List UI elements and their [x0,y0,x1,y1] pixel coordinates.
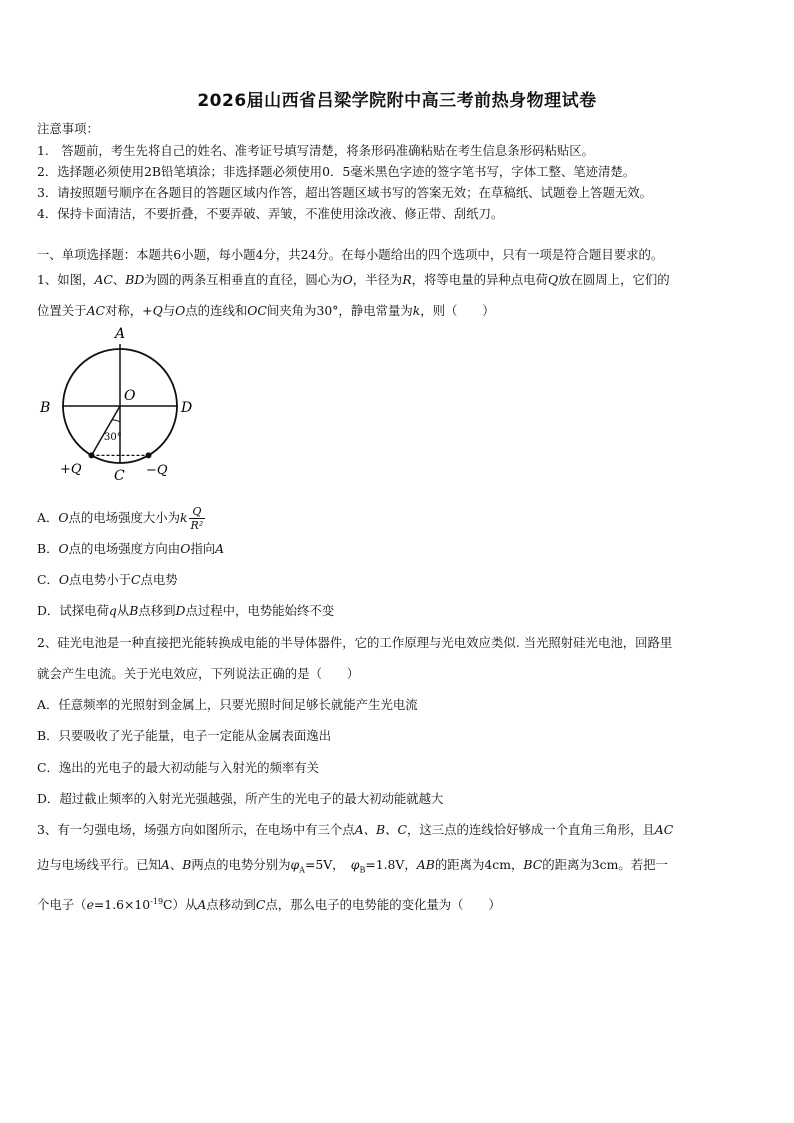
notes-heading: 注意事项： [37,121,99,136]
section-heading: 一、单项选择题：本题共6小题，每小题4分，共24分。在每小题给出的四个选项中，只有一项是符合题目要求的。 [37,247,664,262]
page-title: 2026届山西省吕梁学院附中高三考前热身物理试卷 [197,91,597,111]
label-minus-q: −Q [146,463,168,478]
q3-stem-line-2: 边与电场线平行。已知A、B两点的电势分别为$\varphi_A=5V$， $\varphi_B=1.8V$，AB的距离为4cm，BC的距离为3cm。若把一 [37,857,668,875]
circle-diagram [36,324,196,484]
q3-stem-line-1: 3、有一匀强电场，场强方向如图所示，在电场中有三个点A、B、C，这三点的连线恰好够成一个直角三角形，且AC [37,822,674,837]
label-a: A [115,326,126,342]
q1-option-d: D．试探电荷q从B点移到D点过程中，电势能始终不变 [37,603,335,618]
minus-q-charge [146,452,152,458]
q1-stem-line-2: 位置关于AC对称，+Q与O点的连线和OC间夹角为30°，静电常量为k，则（ ） [37,303,495,318]
notes-item-1: 1. 答题前，考生先将自己的姓名、准考证号填写清楚，将条形码准确粘贴在考生信息条形码粘贴区。 [37,143,595,158]
q3-stem-line-3: 个电子$(e=1.6\times 10^{-19}C)$从A点移动到C点，那么电子的电势能的变化量为（ ） [37,897,501,913]
q2-option-c: C．逸出的光电子的最大初动能与入射光的频率有关 [37,760,320,775]
q2-option-d: D．超过截止频率的入射光光强越强，所产生的光电子的最大初动能就越大 [37,791,444,806]
q1-circle-figure [36,324,196,484]
notes-item-4: 4．保持卡面清洁，不要折叠，不要弄破、弄皱，不准使用涂改液、修正带、刮纸刀。 [37,206,504,221]
plus-q-charge [89,452,95,458]
label-angle: 30° [104,432,122,443]
angle-arc [112,420,120,422]
label-c: C [114,468,125,484]
label-d: D [181,400,193,416]
q2-option-a: A．任意频率的光照射到金属上，只要光照时间足够长就能产生光电流 [37,697,418,712]
q2-stem-line-1: 2、硅光电池是一种直接把光能转换成电能的半导体器件，它的工作原理与光电效应类似. 当光照射硅光电池，回路里 [37,635,673,650]
q1-option-b: B．O点的电场强度方向由O指向A [37,541,225,556]
q1-option-a-fraction: $\frac{Q}{\text{R²}}$ [190,505,204,532]
label-o: O [124,388,136,404]
notes-item-3: 3．请按照题号顺序在各题目的答题区域内作答，超出答题区域书写的答案无效；在草稿纸、试题卷上答题无效。 [37,185,653,200]
q2-stem-line-2: 就会产生电流。关于光电效应，下列说法正确的是（ ） [37,666,360,681]
q1-option-a: A．O点的电场强度大小为k $\frac{Q}{\text{R²}}$ [37,505,204,532]
q1-option-c: C．O点电势小于C点电势 [37,572,178,587]
radius-to-plus-q [92,406,121,455]
notes-item-2: 2．选择题必须使用2B铅笔填涂；非选择题必须使用0．5毫米黑色字迹的签字笔书写，字体工整、笔迹清楚。 [37,164,636,179]
q2-option-b: B．只要吸收了光子能量，电子一定能从金属表面逸出 [37,728,332,743]
label-plus-q: +Q [60,462,82,477]
q1-stem-line-1: 1、如图，AC、BD为圆的两条互相垂直的直径，圆心为O，半径为R，将等电量的异种点电荷Q放在圆周上，它们的 [37,272,670,287]
label-b: B [40,400,51,416]
